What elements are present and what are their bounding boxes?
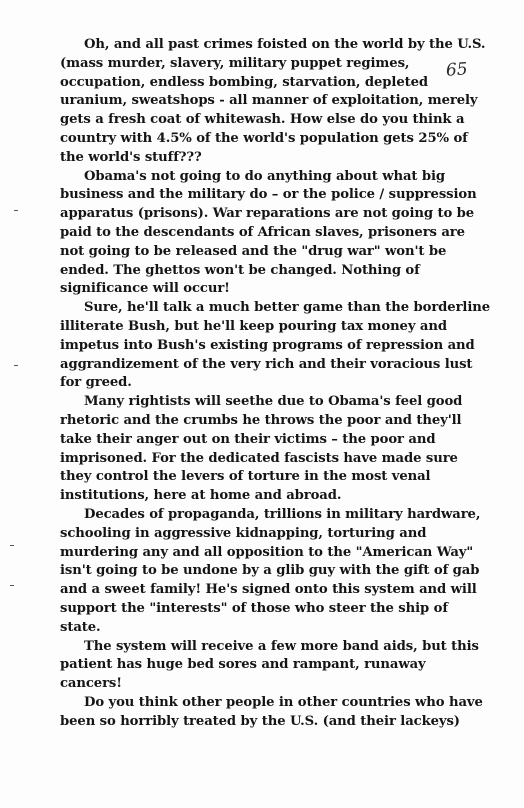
text-line: the world's stuff???: [60, 149, 202, 165]
text-line: occupation, endless bombing, starvation, depleted: [60, 74, 429, 90]
text-line: isn't going to be undone by a glib guy with the gift of gab: [60, 563, 480, 579]
text-line: not going to be released and the "drug war" won't be: [60, 243, 447, 259]
text-line: ended. The ghettos won't be changed. Nothing of: [60, 262, 420, 278]
text-line: take their anger out on their victims – the poor and: [60, 431, 436, 447]
text-line: impetus into Bush's existing programs of repression and: [60, 337, 475, 353]
margin-mark: [14, 210, 18, 211]
body-text: [60, 36, 492, 731]
text-line: and a sweet family! He's signed onto this system and will: [60, 582, 477, 598]
margin-mark: [14, 365, 18, 366]
text-line: schooling in aggressive kidnapping, torturing and: [60, 525, 427, 541]
text-line: apparatus (prisons). War reparations are not going to be: [60, 206, 475, 222]
text-line: Obama's not going to do anything about what big: [84, 168, 446, 184]
text-line: cancers!: [60, 676, 122, 692]
text-line: paid to the descendants of African slaves, prisoners are: [60, 224, 465, 240]
text-line: institutions, here at home and abroad.: [60, 488, 342, 504]
text-line: rhetoric and the crumbs he throws the poor and they'll: [60, 412, 462, 428]
text-line: been so horribly treated by the U.S. (and their lackeys): [60, 713, 460, 729]
text-line: significance will occur!: [60, 281, 230, 297]
text-line: aggrandizement of the very rich and their voracious lust: [60, 356, 473, 372]
text-line: Do you think other people in other countries who have: [84, 694, 483, 710]
text-line: murdering any and all opposition to the "American Way": [60, 544, 474, 560]
text-line: they control the levers of torture in the most venal: [60, 469, 431, 485]
text-line: illiterate Bush, but he'll keep pouring tax money and: [60, 318, 447, 334]
text-line: The system will receive a few more band aids, but this: [84, 638, 479, 654]
text-line: patient has huge bed sores and rampant, runaway: [60, 657, 426, 673]
text-line: gets a fresh coat of whitewash. How else do you think a: [60, 112, 465, 128]
text-line: Many rightists will seethe due to Obama's feel good: [84, 394, 463, 410]
text-line: Oh, and all past crimes foisted on the world by the U.S.: [84, 37, 486, 52]
text-line: for greed.: [60, 375, 132, 391]
text-line: (mass murder, slavery, military puppet regimes,: [60, 55, 410, 71]
text-line: state.: [60, 619, 101, 635]
handwritten-page-number: 65: [445, 59, 469, 81]
margin-mark: [10, 585, 14, 586]
text-line: imprisoned. For the dedicated fascists have made sure: [60, 450, 458, 466]
text-line: business and the military do – or the police / suppression: [60, 187, 477, 203]
text-line: uranium, sweatshops - all manner of exploitation, merely: [60, 93, 478, 109]
text-line: country with 4.5% of the world's population gets 25% of: [60, 130, 468, 146]
margin-mark: [10, 545, 14, 546]
text-line: Sure, he'll talk a much better game than the borderline: [84, 300, 491, 316]
text-line: Decades of propaganda, trillions in military hardware,: [84, 506, 481, 522]
text-line: support the "interests" of those who steer the ship of: [60, 600, 448, 616]
